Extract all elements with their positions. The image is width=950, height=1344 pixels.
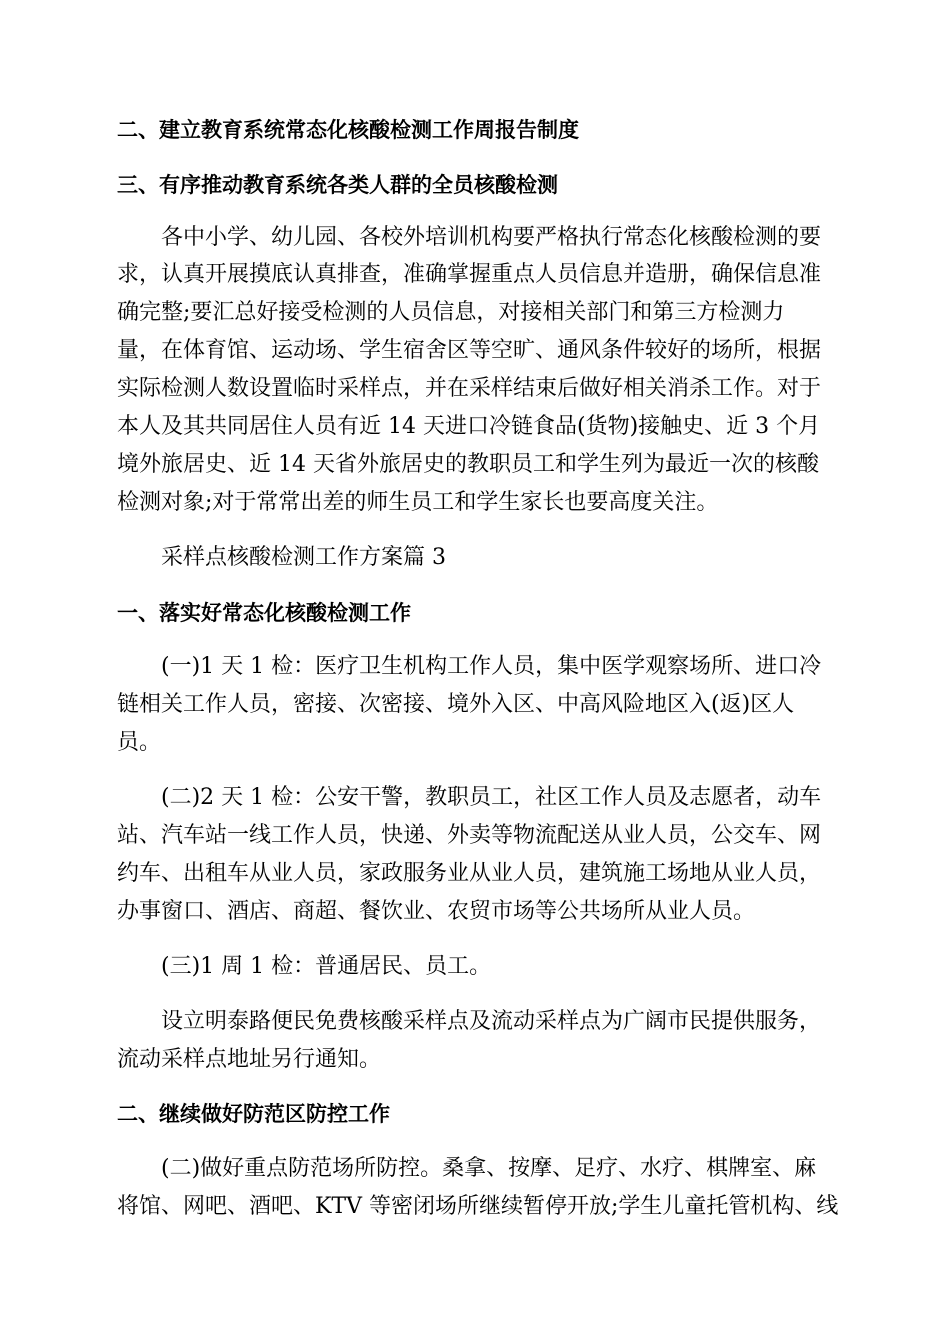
paragraph-line: 求，认真开展摸底认真排查，准确掌握重点人员信息并造册，确保信息准: [117, 262, 822, 287]
section-heading-2: 二、建立教育系统常态化核酸检测工作周报告制度: [117, 118, 579, 142]
paragraph-line: 站、汽车站一线工作人员，快递、外卖等物流配送从业人员，公交车、网: [117, 823, 822, 848]
paragraph-line: (二)2 天 1 检：公安干警，教职员工，社区工作人员及志愿者，动车: [161, 785, 822, 810]
paragraph-line: 本人及其共同居住人员有近 14 天进口冷链食品(货物)接触史、近 3 个月: [117, 414, 821, 439]
paragraph-line: 量，在体育馆、运动场、学生宿舍区等空旷、通风条件较好的场所，根据: [117, 338, 822, 363]
paragraph-line: 约车、出租车从业人员，家政服务业从业人员，建筑施工场地从业人员，: [117, 861, 822, 886]
paragraph-line: 办事窗口、酒店、商超、餐饮业、农贸市场等公共场所从业人员。: [117, 899, 756, 924]
paragraph-line: 流动采样点地址另行通知。: [117, 1047, 382, 1072]
article-title: 采样点核酸检测工作方案篇 3: [161, 545, 446, 570]
paragraph-line: 确完整;要汇总好接受检测的人员信息，对接相关部门和第三方检测力: [117, 300, 785, 325]
paragraph-line: 实际检测人数设置临时采样点，并在采样结束后做好相关消杀工作。对于: [117, 376, 822, 401]
paragraph-line: 检测对象;对于常常出差的师生员工和学生家长也要高度关注。: [117, 490, 719, 515]
paragraph-line: (一)1 天 1 检：医疗卫生机构工作人员，集中医学观察场所、进口冷: [161, 654, 822, 679]
section-heading-1: 一、落实好常态化核酸检测工作: [117, 601, 411, 625]
section-heading-2b: 二、继续做好防范区防控工作: [117, 1102, 390, 1126]
section-heading-3: 三、有序推动教育系统各类人群的全员核酸检测: [117, 173, 558, 197]
paragraph-line: (三)1 周 1 检：普通居民、员工。: [161, 954, 492, 979]
paragraph-line: 境外旅居史、近 14 天省外旅居史的教职员工和学生列为最近一次的核酸: [117, 452, 819, 477]
paragraph-line: 将馆、网吧、酒吧、KTV 等密闭场所继续暂停开放;学生儿童托管机构、线: [117, 1194, 839, 1219]
paragraph-line: 各中小学、幼儿园、各校外培训机构要严格执行常态化核酸检测的要: [161, 225, 822, 250]
paragraph-line: (二)做好重点防范场所防控。桑拿、按摩、足疗、水疗、棋牌室、麻: [161, 1156, 817, 1181]
paragraph-line: 链相关工作人员，密接、次密接、境外入区、中高风险地区入(返)区人: [117, 692, 795, 717]
paragraph-line: 设立明泰路便民免费核酸采样点及流动采样点为广阔市民提供服务，: [161, 1009, 822, 1034]
paragraph-line: 员。: [117, 730, 162, 755]
